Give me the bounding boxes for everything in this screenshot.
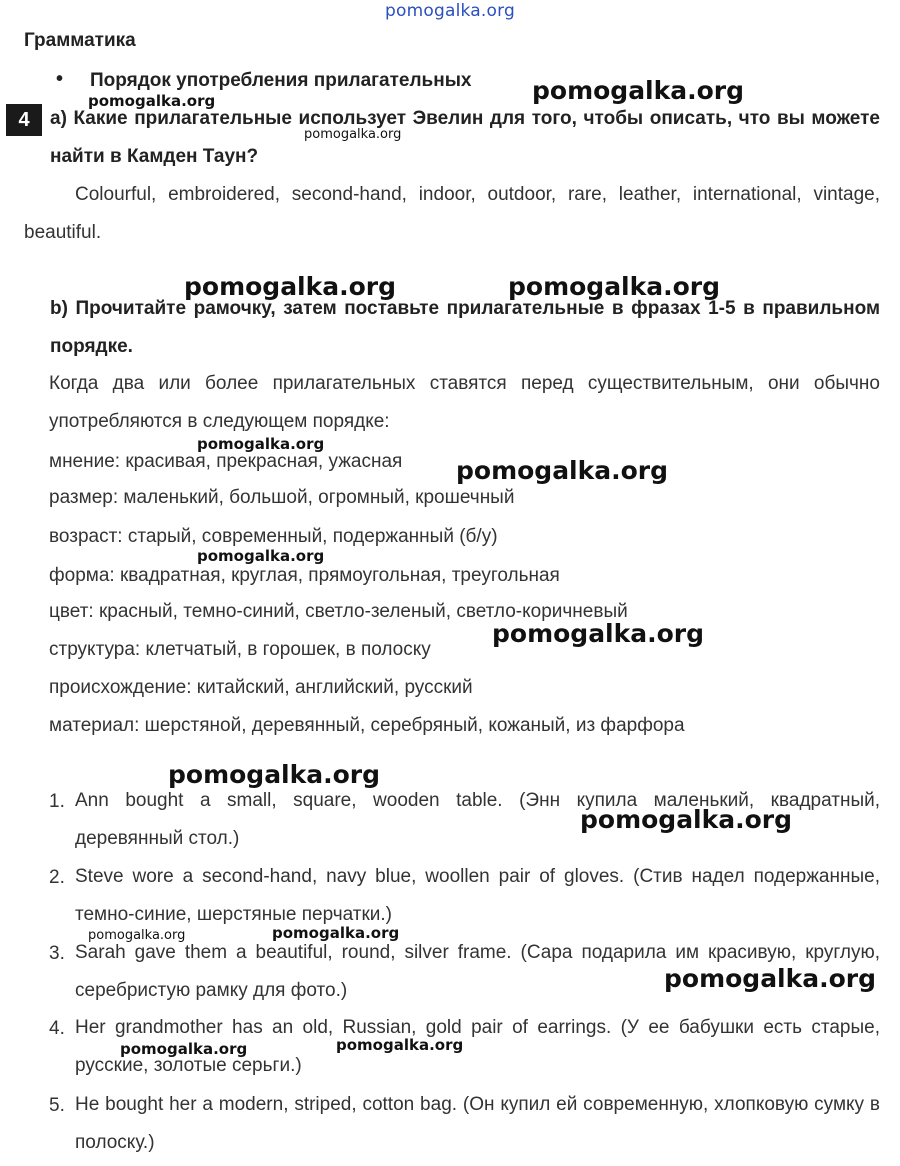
order-line: возраст: старый, современный, подержанный (б/у): [49, 526, 498, 547]
watermark-overlay: pomogalka.org: [336, 1036, 464, 1054]
watermark-overlay: pomogalka.org: [532, 76, 745, 105]
order-line: материал: шерстяной, деревянный, серебряный, кожаный, из фарфора: [49, 715, 685, 736]
top-watermark[interactable]: pomogalka.org: [385, 1, 515, 21]
bullet-icon: •: [56, 68, 64, 90]
item-number: 3.: [49, 943, 65, 964]
question-b: b) Прочитайте рамочку, затем поставьте прилагательные в фразах 1-5 в правильном порядке.: [50, 298, 880, 357]
rule-intro: Когда два или более прилагательных ставятся перед существительным, они обычно употребляются в следующем порядке:: [49, 373, 880, 432]
question-a: a) Какие прилагательные использует Эвелин для того, чтобы описать, что вы можете найти в Камден Таун?: [50, 108, 880, 167]
item-number: 2.: [49, 867, 65, 888]
order-line: структура: клетчатый, в горошек, в полоску: [49, 639, 431, 660]
watermark-overlay: pomogalka.org: [88, 928, 186, 943]
watermark-overlay: pomogalka.org: [456, 456, 669, 485]
watermark-overlay: pomogalka.org: [168, 760, 381, 789]
order-line: размер: маленький, большой, огромный, крошечный: [49, 487, 515, 508]
answer-a: Colourful, embroidered, second-hand, indoor, outdoor, rare, leather, international, vintage, beautiful.: [24, 184, 880, 243]
order-line: происхождение: китайский, английский, русский: [49, 677, 473, 698]
section-title: Грамматика: [24, 30, 136, 51]
watermark-overlay: pomogalka.org: [304, 127, 402, 142]
watermark-overlay: pomogalka.org: [272, 924, 400, 942]
item-text: Her grandmother has an old, Russian, gold pair of earrings. (У ее бабушки есть старые, русские, золотые серьги.): [75, 1017, 880, 1076]
item-text: He bought her a modern, striped, cotton bag. (Он купил ей современную, хлопковую сумку в полоску.): [75, 1094, 880, 1153]
item-text: Ann bought a small, square, wooden table. (Энн купила маленький, квадратный, деревянный стол.): [75, 790, 880, 849]
watermark-overlay: pomogalka.org: [120, 1040, 248, 1058]
watermark-overlay: pomogalka.org: [184, 272, 397, 301]
exercise-number-badge: 4: [6, 104, 42, 136]
item-text: Steve wore a second-hand, navy blue, woollen pair of gloves. (Стив надел подержанные, темно-синие, шерстяные перчатки.): [75, 866, 880, 925]
watermark-overlay: pomogalka.org: [197, 547, 325, 565]
watermark-overlay: pomogalka.org: [664, 964, 877, 993]
watermark-overlay: pomogalka.org: [197, 435, 325, 453]
item-number: 4.: [49, 1018, 65, 1039]
item-text: Sarah gave them a beautiful, round, silver frame. (Сара подарила им красивую, круглую, серебристую рамку для фото.): [75, 942, 880, 1001]
item-number: 1.: [49, 791, 65, 812]
item-number: 5.: [49, 1095, 65, 1116]
watermark-overlay: pomogalka.org: [580, 805, 793, 834]
order-line: мнение: красивая, прекрасная, ужасная: [49, 451, 403, 472]
order-line: форма: квадратная, круглая, прямоугольная, треугольная: [49, 565, 560, 586]
watermark-overlay: pomogalka.org: [508, 272, 721, 301]
topic-bullet: Порядок употребления прилагательных: [90, 70, 472, 91]
order-line: цвет: красный, темно-синий, светло-зеленый, светло-коричневый: [49, 601, 628, 622]
watermark-overlay: pomogalka.org: [492, 619, 705, 648]
watermark-overlay: pomogalka.org: [88, 92, 216, 110]
